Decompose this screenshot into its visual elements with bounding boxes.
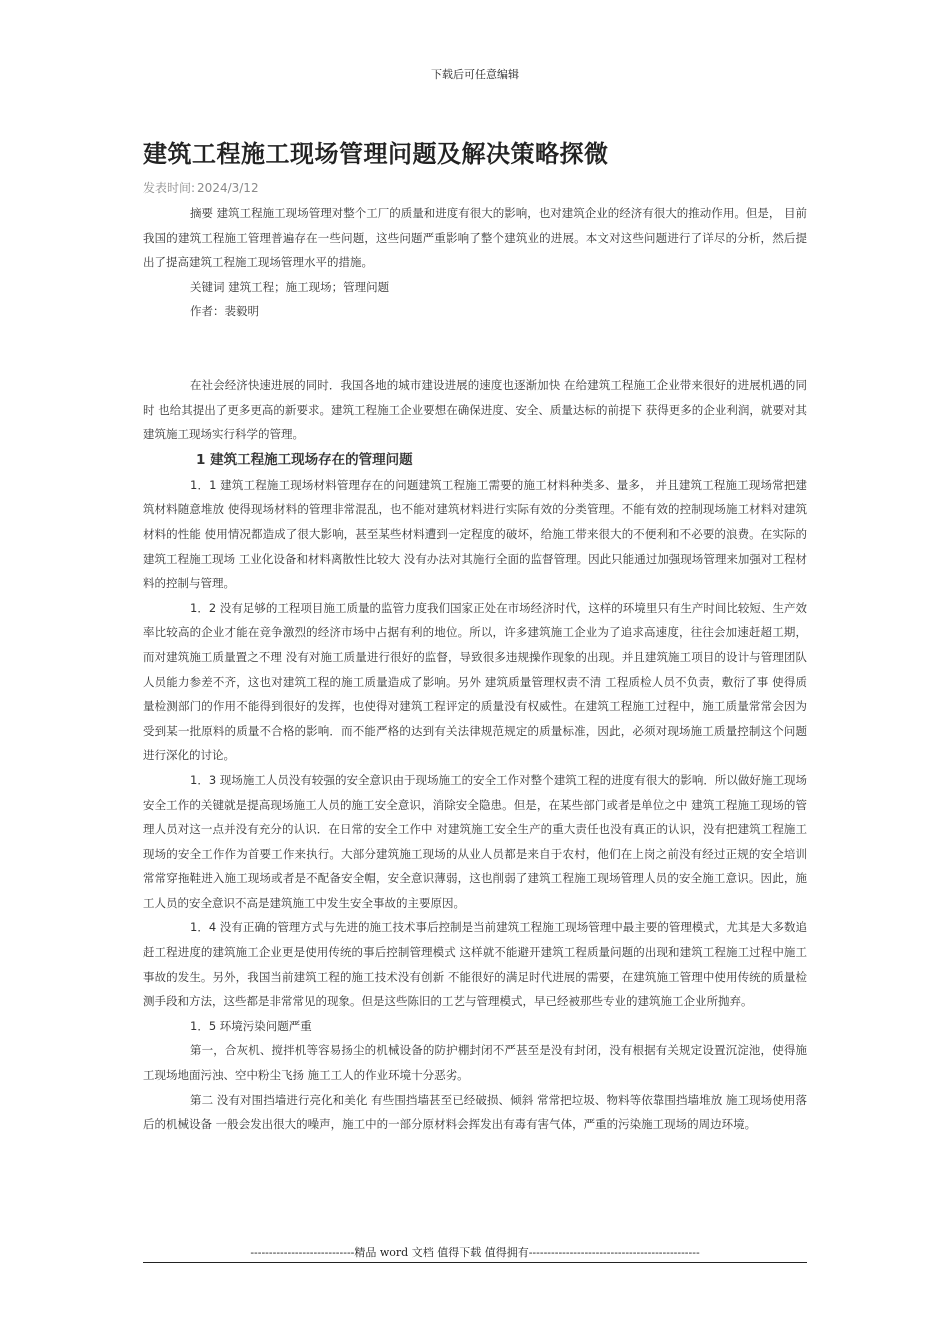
footer-divider xyxy=(143,1262,807,1263)
keywords: 关键词 建筑工程；施工现场；管理问题 xyxy=(190,279,390,294)
header-note: 下载后可任意编辑 xyxy=(431,68,519,81)
intro-paragraph: 在社会经济快速进展的同时．我国各地的城市建设进展的速度也逐渐加快 在给建筑工程施工企业带来很好的进展机遇的同时 也给其提出了更多更高的新要求。建筑工程施工企业要想在确保进度、安全、质量达标的前提下 获得更多的企业利润，就要对其建筑施工现场实行科学的管理。 xyxy=(143,378,807,442)
article-body xyxy=(143,373,807,1137)
author: 作者：裴毅明 xyxy=(190,304,259,319)
abstract: 摘要 建筑工程施工现场管理对整个工厂的质量和进度有很大的影响，也对建筑企业的经济有很大的推动作用。但是， 目前我国的建筑工程施工管理普遍存在一些问题，这些问题严重影响了整个建筑业的进展。本文对这些问题进行了详尽的分析，然后提出了提高建筑工程施工现场管理水平的措施。 xyxy=(143,206,807,270)
paragraph-1-4: 1．4 没有正确的管理方式与先进的施工技术事后控制是当前建筑工程施工现场管理中最主要的管理模式，尤其是大多数追赶工程进度的建筑施工企业更是使用传统的事后控制管理模式 这样就不能避开建筑工程质量问题的出现和建筑工程施工过程中施工事故的发生。另外，我国当前建筑工程的施工技术没有创新 不能很好的满足时代进展的需要，在建筑施工管理中使用传统的质量检测手段和方法，这些都是非常常见的现象。但是这些陈旧的工艺与管理模式，早已经被那些专业的建筑施工企业所抛弃。 xyxy=(143,920,807,1009)
paragraph-pollution-first: 第一，合灰机、搅拌机等容易扬尘的机械设备的防护棚封闭不严甚至是没有封闭，没有根据有关规定设置沉淀池，使得施工现场地面污浊、空中粉尘飞扬 施工工人的作业环境十分恶劣。 xyxy=(143,1043,807,1083)
paragraph-1-5-heading: 1．5 环境污染问题严重 xyxy=(190,1018,312,1033)
page-title: 建筑工程施工现场管理问题及解决策略探微 xyxy=(143,140,609,168)
footer-note: ----------------------------精品 word 文档 值得下载 值得拥有---------------------------------------------- xyxy=(250,1246,700,1259)
publish-date-label: 发表时间: xyxy=(143,181,196,195)
publish-date-value: 2024/3/12 xyxy=(197,181,259,195)
abstract-block xyxy=(143,201,807,324)
paragraph-1-1: 1．1 建筑工程施工现场材料管理存在的问题建筑工程施工需要的施工材料种类多、量多， 并且建筑工程施工现场常把建筑材料随意堆放 使得现场材料的管理非常混乱，也不能对建筑材料进行实际有效的分类管理。不能有效的控制现场施工材料对建筑材料的性能 使用情况都造成了很大影响，甚至某些材料遭到一定程度的破坏，给施工带来很大的不便利和不必要的浪费。在实际的建筑工程施工现场 工业化设备和材料离散性比较大 没有办法对其施行全面的监督管理。因此只能通过加强现场管理来加强对工程材料的控制与管理。 xyxy=(143,477,807,591)
paragraph-pollution-second: 第二 没有对围挡墙进行亮化和美化 有些围挡墙甚至已经破损、倾斜 常常把垃圾、物料等依靠围挡墙堆放 施工现场使用落后的机械设备 一般会发出很大的噪声，施工中的一部分原材料会挥发出有毒有害气体，严重的污染施工现场的周边环境。 xyxy=(143,1092,807,1132)
paragraph-1-3: 1．3 现场施工人员没有较强的安全意识由于现场施工的安全工作对整个建筑工程的进度有很大的影响．所以做好施工现场安全工作的关键就是提高现场施工人员的施工安全意识，消除安全隐患。但是，在某些部门或者是单位之中 建筑工程施工现场的管理人员对这一点并没有充分的认识．在日常的安全工作中 对建筑施工安全生产的重大责任也没有真正的认识，没有把建筑工程施工现场的安全工作作为首要工作来执行。大部分建筑施工现场的从业人员都是来自于农村，他们在上岗之前没有经过正规的安全培训 常常穿拖鞋进入施工现场或者是不配备安全帽，安全意识薄弱，这也削弱了建筑工程施工现场管理人员的安全施工意识。因此，施工人员的安全意识不高是建筑施工中发生安全事故的主要原因。 xyxy=(143,772,807,910)
paragraph-1-2: 1．2 没有足够的工程项目施工质量的监管力度我们国家正处在市场经济时代，这样的环境里只有生产时间比较短、生产效率比较高的企业才能在竞争激烈的经济市场中占据有利的地位。所以，许多建筑施工企业为了追求高速度，往往会加速赶超工期，而对建筑施工质量置之不理 没有对施工质量进行很好的监督，导致很多违规操作现象的出现。并且建筑施工项目的设计与管理团队人员能力参差不齐，这也对建筑工程的施工质量造成了影响。另外 建筑质量管理权责不清 工程质检人员不负责，敷衍了事 使得质量检测部门的作用不能得到很好的发挥，也使得对建筑工程评定的质量没有权威性。在建筑工程施工过程中，施工质量常常会因为受到某一批原料的质量不合格的影响．而不能严格的达到有关法律规范规定的质量标准，因此，必须对现场施工质量控制这个问题进行深化的讨论。 xyxy=(143,600,807,763)
section-heading: 1 建筑工程施工现场存在的管理问题 xyxy=(196,451,413,468)
publish-date xyxy=(143,179,259,196)
